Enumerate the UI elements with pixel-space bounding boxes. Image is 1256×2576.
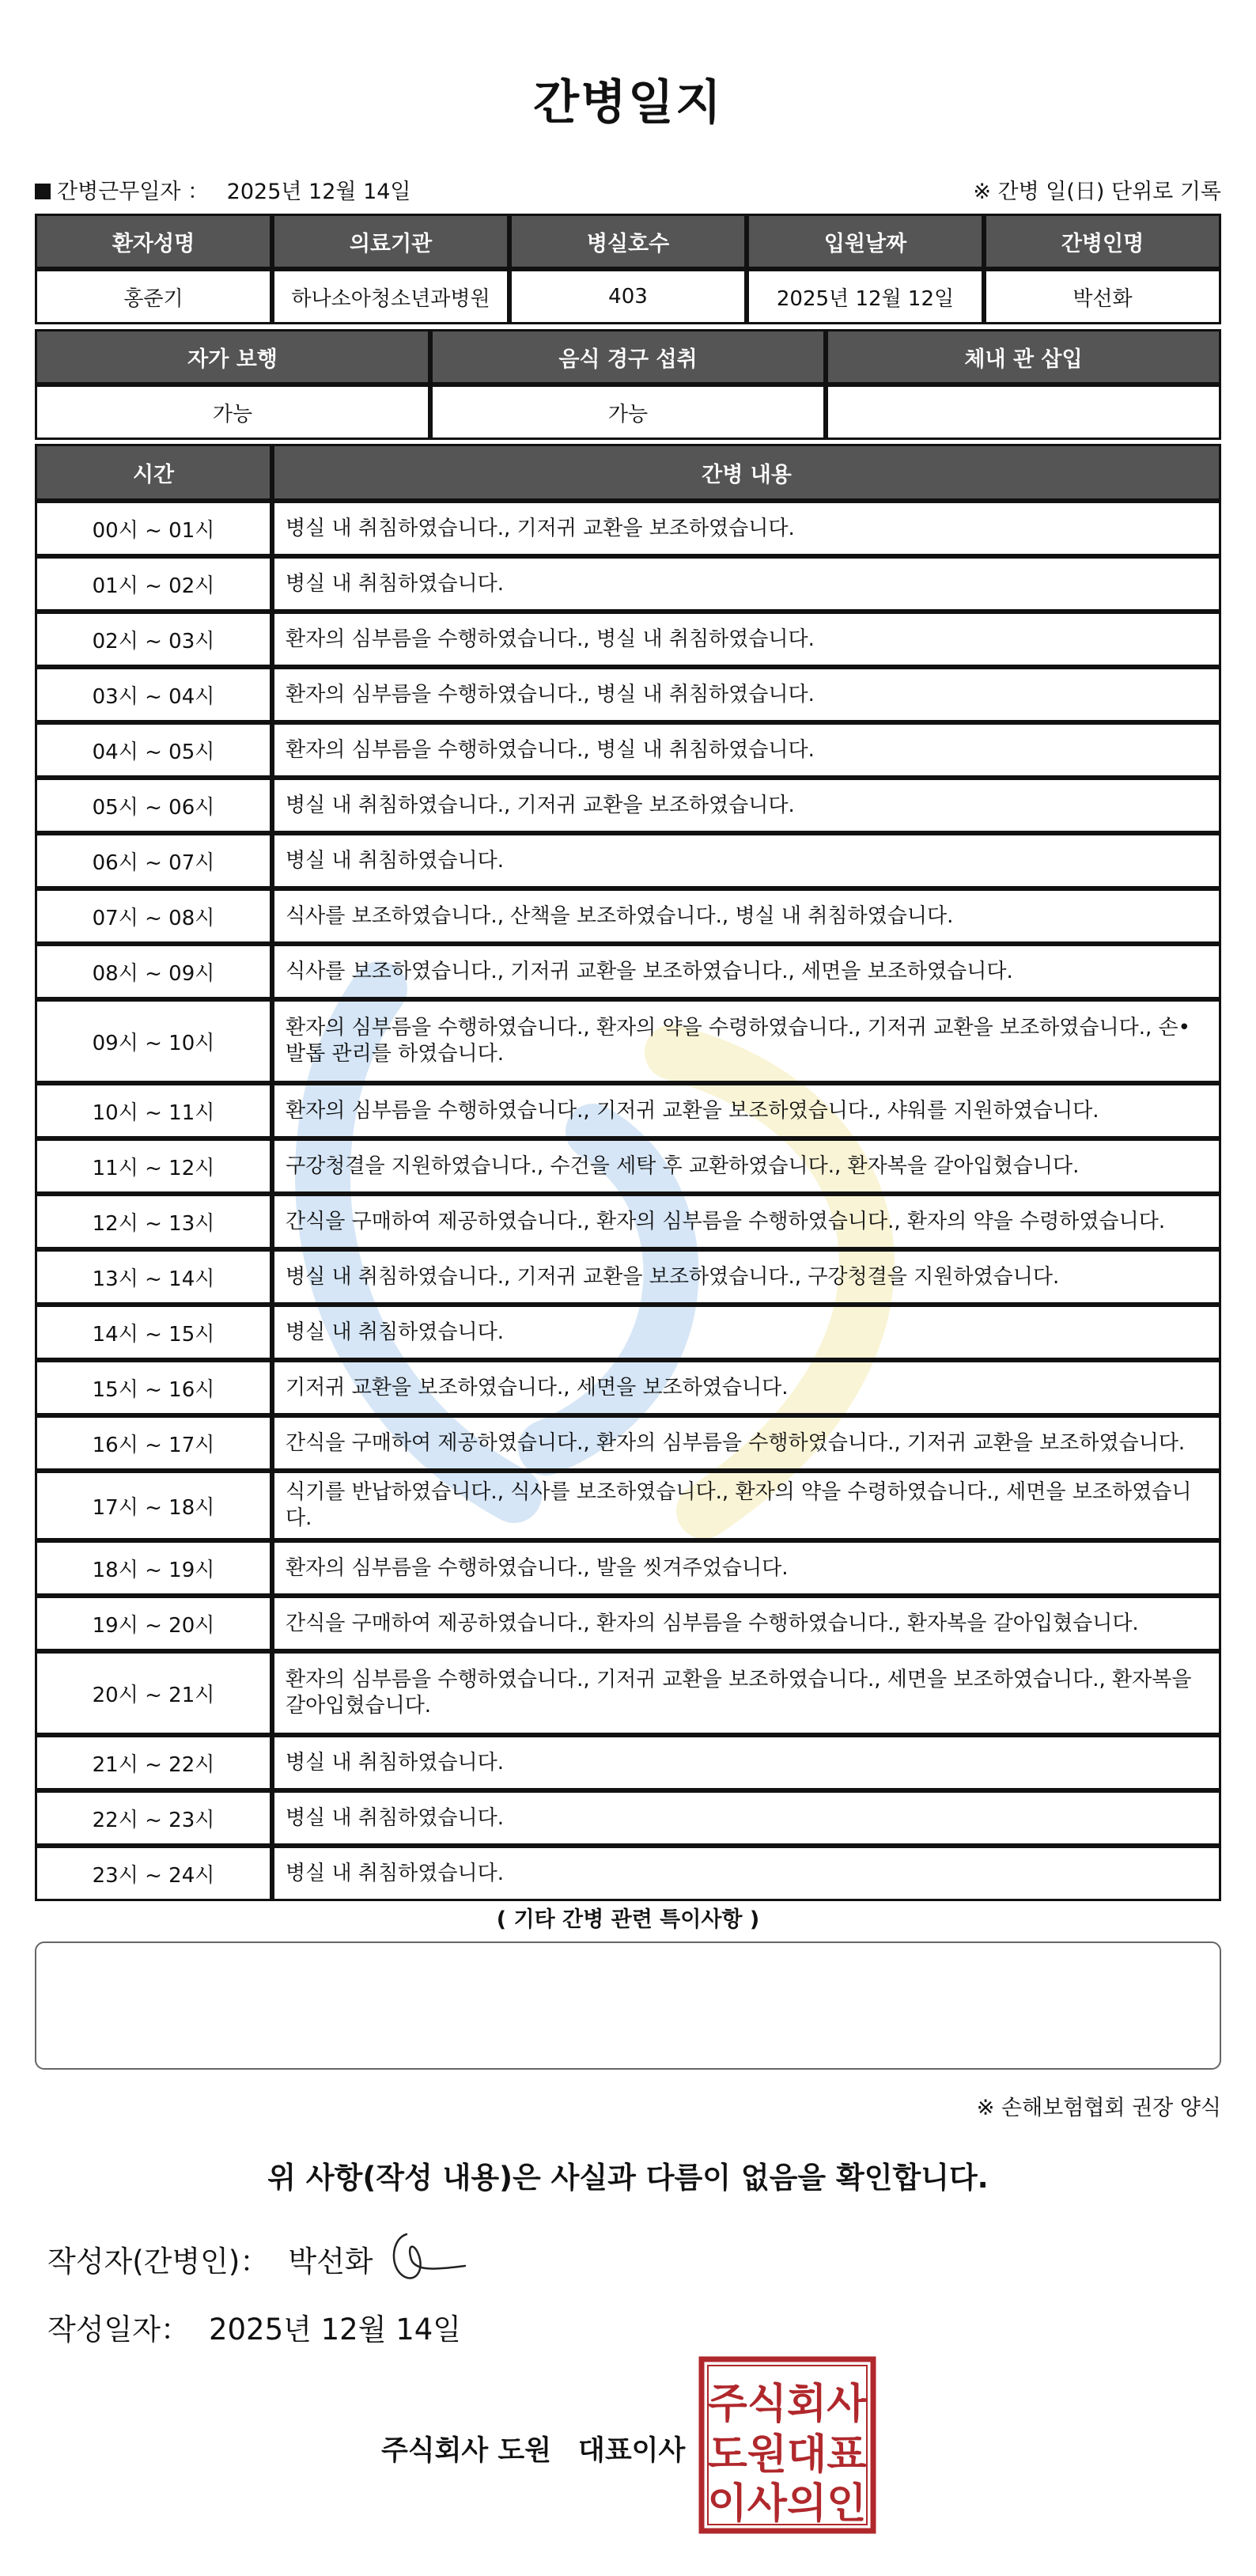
table-row [35, 888, 1221, 944]
row-content: 기저귀 교환을 보조하였습니다., 세면을 보조하였습니다. [272, 1360, 1221, 1415]
patient-name: 홍준기 [35, 269, 272, 324]
table-row [35, 556, 1221, 612]
writer-name: 박선화 [288, 2245, 373, 2279]
caregiver-name: 박선화 [984, 269, 1221, 324]
log-header-time: 시간 [35, 444, 272, 501]
handwritten-signature [383, 2228, 470, 2283]
company-name: 주식회사 도원 [381, 2435, 552, 2467]
row-content: 환자의 심부름을 수행하였습니다., 병실 내 취침하였습니다. [272, 667, 1221, 722]
row-time: 02시 ~ 03시 [35, 612, 272, 667]
row-content: 병실 내 취침하였습니다. [272, 1735, 1221, 1790]
care-log-table [35, 444, 1221, 1901]
row-time: 12시 ~ 13시 [35, 1194, 272, 1249]
page-title: 간병일지 [533, 75, 723, 131]
row-time: 16시 ~ 17시 [35, 1415, 272, 1471]
row-content: 환자의 심부름을 수행하였습니다., 기저귀 교환을 보조하였습니다., 세면을 보조하였습니다., 환자복을 갈아입혔습니다. [272, 1651, 1221, 1735]
patient-info-table [35, 214, 1221, 324]
table-row [35, 1846, 1221, 1901]
table-row [35, 1360, 1221, 1415]
unit-note: ※ 간병 일(日) 단위로 기록 [973, 180, 1221, 204]
square-bullet-icon [35, 184, 51, 199]
row-time: 14시 ~ 15시 [35, 1305, 272, 1360]
row-time: 15시 ~ 16시 [35, 1360, 272, 1415]
written-date-value: 2025년 12월 14일 [208, 2313, 462, 2347]
patient-ability-table [35, 329, 1221, 440]
ability-header: 자가 보행 [35, 329, 430, 385]
row-content: 환자의 심부름을 수행하였습니다., 병실 내 취침하였습니다. [272, 722, 1221, 778]
table-row [35, 1596, 1221, 1651]
special-notes-title: ( 기타 간병 관련 특이사항 ) [496, 1907, 760, 1932]
table-row [35, 1138, 1221, 1194]
row-time: 10시 ~ 11시 [35, 1083, 272, 1138]
info-header: 환자성명 [35, 214, 272, 269]
table-row [35, 722, 1221, 778]
special-notes-box [35, 1941, 1221, 2070]
row-content: 병실 내 취침하였습니다., 기저귀 교환을 보조하였습니다. [272, 778, 1221, 833]
table-row [35, 1305, 1221, 1360]
written-date-line [47, 2305, 461, 2348]
row-content: 식기를 반납하였습니다., 식사를 보조하였습니다., 환자의 약을 수령하였습니다., 세면을 보조하였습니다. [272, 1471, 1221, 1540]
row-content: 환자의 심부름을 수행하였습니다., 환자의 약을 수령하였습니다., 기저귀 교환을 보조하였습니다., 손•발톱 관리를 하였습니다. [272, 999, 1221, 1083]
row-time: 05시 ~ 06시 [35, 778, 272, 833]
table-row [35, 1471, 1221, 1540]
row-content: 식사를 보조하였습니다., 기저귀 교환을 보조하였습니다., 세면을 보조하였습니다. [272, 944, 1221, 999]
row-time: 08시 ~ 09시 [35, 944, 272, 999]
row-time: 00시 ~ 01시 [35, 501, 272, 556]
table-row [35, 1790, 1221, 1846]
row-time: 06시 ~ 07시 [35, 833, 272, 888]
row-content: 병실 내 취침하였습니다. [272, 1846, 1221, 1901]
row-content: 병실 내 취침하였습니다., 기저귀 교환을 보조하였습니다., 구강청결을 지원하였습니다. [272, 1249, 1221, 1305]
row-time: 21시 ~ 22시 [35, 1735, 272, 1790]
representative-title: 대표이사 [578, 2435, 686, 2467]
info-header: 의료기관 [272, 214, 509, 269]
row-time: 09시 ~ 10시 [35, 999, 272, 1083]
row-time: 11시 ~ 12시 [35, 1138, 272, 1194]
writer-line [47, 2237, 373, 2280]
ability-header: 음식 경구 섭취 [430, 329, 826, 385]
table-row [35, 1735, 1221, 1790]
hospital-name: 하나소아청소년과병원 [272, 269, 509, 324]
care-date-value: 2025년 12월 14일 [226, 180, 411, 204]
tube-insertion-value [826, 385, 1221, 440]
row-content: 간식을 구매하여 제공하였습니다., 환자의 심부름을 수행하였습니다., 환자의 약을 수령하였습니다. [272, 1194, 1221, 1249]
log-header-content: 간병 내용 [272, 444, 1221, 501]
care-date-line [35, 174, 411, 205]
seal-line-1: 주식회사 [707, 2381, 867, 2428]
row-content: 병실 내 취침하였습니다., 기저귀 교환을 보조하였습니다. [272, 501, 1221, 556]
self-walking-value: 가능 [35, 385, 430, 440]
table-row [35, 1083, 1221, 1138]
row-content: 간식을 구매하여 제공하였습니다., 환자의 심부름을 수행하였습니다., 기저귀 교환을 보조하였습니다. [272, 1415, 1221, 1471]
table-row [35, 1415, 1221, 1471]
row-time: 04시 ~ 05시 [35, 722, 272, 778]
room-number: 403 [509, 269, 747, 324]
table-row [35, 944, 1221, 999]
row-content: 식사를 보조하였습니다., 산책을 보조하였습니다., 병실 내 취침하였습니다. [272, 888, 1221, 944]
company-line [381, 2429, 685, 2468]
table-row [35, 1194, 1221, 1249]
written-date-label: 작성일자： [47, 2313, 190, 2347]
row-time: 22시 ~ 23시 [35, 1790, 272, 1846]
oral-intake-value: 가능 [430, 385, 826, 440]
row-content: 병실 내 취침하였습니다. [272, 556, 1221, 612]
table-row [35, 1540, 1221, 1596]
table-row [35, 667, 1221, 722]
row-time: 20시 ~ 21시 [35, 1651, 272, 1735]
row-time: 17시 ~ 18시 [35, 1471, 272, 1540]
row-content: 구강청결을 지원하였습니다., 수건을 세탁 후 교환하였습니다., 환자복을 갈아입혔습니다. [272, 1138, 1221, 1194]
row-time: 13시 ~ 14시 [35, 1249, 272, 1305]
table-row [35, 1249, 1221, 1305]
table-row [35, 999, 1221, 1083]
admission-date: 2025년 12월 12일 [747, 269, 984, 324]
row-time: 01시 ~ 02시 [35, 556, 272, 612]
info-header: 병실호수 [509, 214, 747, 269]
seal-line-2: 도원대표 [707, 2431, 867, 2479]
table-row [35, 1651, 1221, 1735]
table-row [35, 612, 1221, 667]
row-content: 환자의 심부름을 수행하였습니다., 발을 씻겨주었습니다. [272, 1540, 1221, 1596]
writer-label: 작성자(간병인)： [47, 2245, 270, 2279]
confirmation-statement: 위 사항(작성 내용)은 사실과 다름이 없음을 확인합니다. [267, 2161, 989, 2195]
table-row [35, 501, 1221, 556]
row-content: 환자의 심부름을 수행하였습니다., 기저귀 교환을 보조하였습니다., 샤워를 지원하였습니다. [272, 1083, 1221, 1138]
row-content: 환자의 심부름을 수행하였습니다., 병실 내 취침하였습니다. [272, 612, 1221, 667]
form-source-note: ※ 손해보험협회 권장 양식 [976, 2096, 1221, 2120]
ability-header: 체내 관 삽입 [826, 329, 1221, 385]
row-content: 병실 내 취침하였습니다. [272, 1305, 1221, 1360]
seal-line-3: 이사의인 [707, 2480, 867, 2528]
row-content: 간식을 구매하여 제공하였습니다., 환자의 심부름을 수행하였습니다., 환자복을 갈아입혔습니다. [272, 1596, 1221, 1651]
table-row [35, 778, 1221, 833]
info-header: 입원날짜 [747, 214, 984, 269]
row-content: 병실 내 취침하였습니다. [272, 833, 1221, 888]
company-seal-stamp [698, 2356, 876, 2534]
row-time: 23시 ~ 24시 [35, 1846, 272, 1901]
table-row [35, 833, 1221, 888]
row-time: 18시 ~ 19시 [35, 1540, 272, 1596]
care-date-label: 간병근무일자 ： [57, 180, 210, 204]
info-header: 간병인명 [984, 214, 1221, 269]
row-time: 19시 ~ 20시 [35, 1596, 272, 1651]
row-content: 병실 내 취침하였습니다. [272, 1790, 1221, 1846]
row-time: 03시 ~ 04시 [35, 667, 272, 722]
row-time: 07시 ~ 08시 [35, 888, 272, 944]
